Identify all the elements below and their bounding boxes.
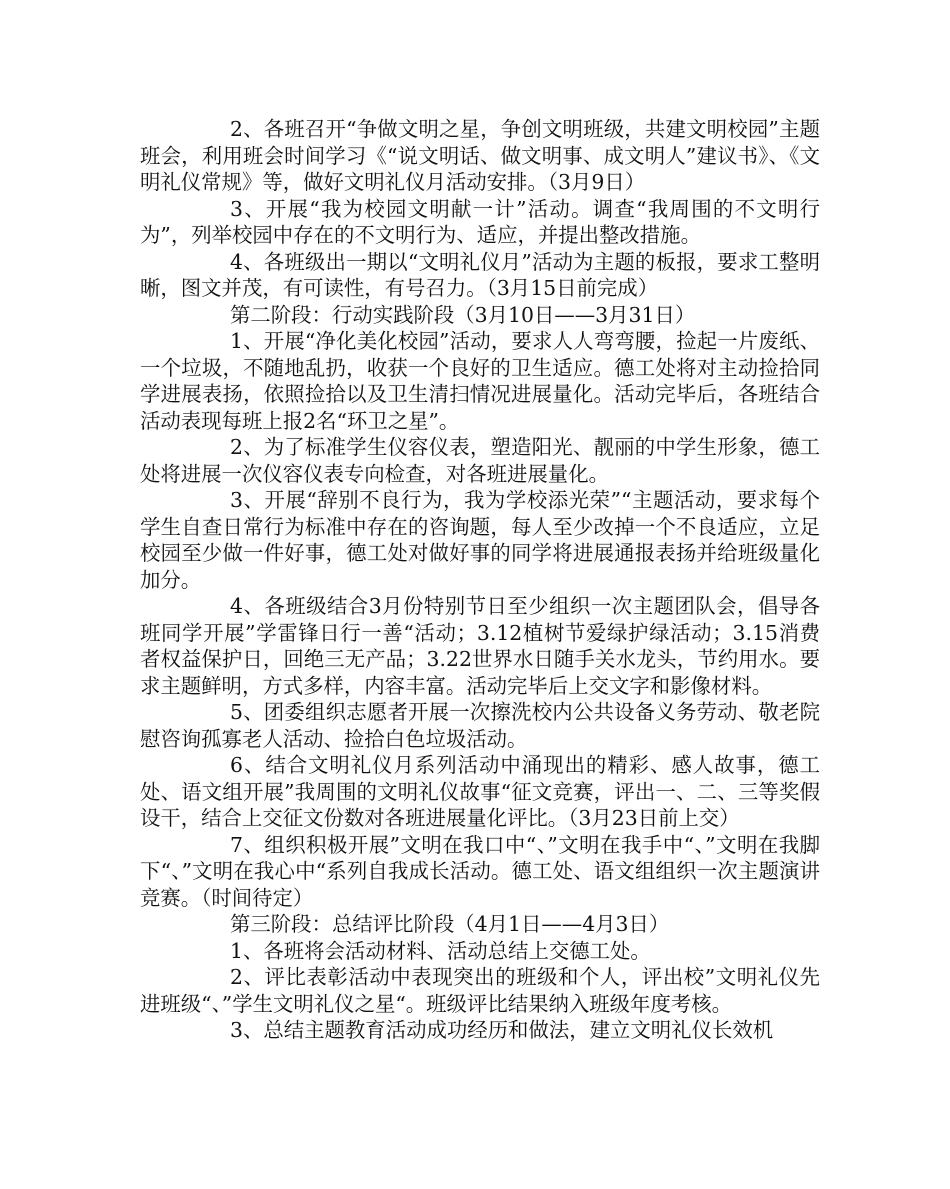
paragraph-volunteers: 5、团委组织志愿者开展一次擦洗校内公共设备义务劳动、敬老院慰咨询孤寡老人活动、捡拾白色垃圾活动。 bbox=[140, 700, 820, 751]
paragraph-team-meeting: 4、各班级结合3月份特别节日至少组织一次主题团队会，倡导各班同学开展”学雷锋日行一善“活动；3.12植树节爱绿护绿活动；3.15消费者权益保护日，回绝三无产品；3.22世界水日随手关水龙头，节约用水。要求主题鲜明，方式多样，内容丰富。活动完毕后上交文字和影像材料。 bbox=[140, 594, 820, 698]
stage-three-heading: 第三阶段：总结评比阶段（4月1日——4月3日） bbox=[230, 912, 670, 936]
paragraph-campus-suggestion: 3、开展“我为校园文明献一计”活动。调查“我周围的不文明行为”，列举校园中存在的不文明行为、适应，并提出整改措施。 bbox=[140, 196, 820, 247]
stage-two-heading: 第二阶段：行动实践阶段（3月10日——3月31日） bbox=[230, 302, 696, 327]
paragraph-appearance-check: 2、为了标准学生仪容仪表，塑造阳光、靓丽的中学生形象，德工处将进展一次仪容仪表专向检查，对各班进展量化。 bbox=[140, 435, 820, 486]
document-page bbox=[140, 116, 820, 1044]
paragraph-awards: 2、评比表彰活动中表现突出的班级和个人，评出校”文明礼仪先进班级“、”学生文明礼仪之星“。班级评比结果纳入班级年度考核。 bbox=[140, 965, 820, 1016]
paragraph-speech-contest: 7、组织积极开展”文明在我口中“、”文明在我手中“、”文明在我脚下“、”文明在我心中“系列自我成长活动。德工处、语文组组织一次主题演讲竞赛。（时间待定） bbox=[140, 832, 820, 910]
paragraph-essay-contest: 6、结合文明礼仪月系列活动中涌现出的精彩、感人故事，德工处、语文组开展”我周围的文明礼仪故事“征文竞赛，评出一、二、三等奖假设干，结合上交征文份数对各班进展量化评比。（3月23日前上交） bbox=[140, 753, 820, 830]
paragraph-submit-materials: 1、各班将会活动材料、活动总结上交德工处。 bbox=[230, 938, 651, 963]
paragraph-class-meeting: 2、各班召开“争做文明之星，争创文明班级，共建文明校园”主题班会，利用班会时间学习《“说文明话、做文明事、成文明人”建议书》、《文明礼仪常规》等，做好文明礼仪月活动安排。（3月9日） bbox=[140, 117, 820, 194]
paragraph-summary: 3、总结主题教育活动成功经历和做法，建立文明礼仪长效机 bbox=[230, 1018, 774, 1042]
paragraph-blackboard: 4、各班级出一期以“文明礼仪月”活动为主题的板报，要求工整明晰，图文并茂，有可读性，有号召力。（3月15日前完成） bbox=[140, 249, 820, 300]
paragraph-clean-campus: 1、开展“净化美化校园”活动，要求人人弯弯腰，捡起一片废纸、一个垃圾，不随地乱扔，收获一个良好的卫生适应。德工处将对主动捡拾同学进展表扬，依照捡拾以及卫生清扫情况进展量化。活动完毕后，各班结合活动表现每班上报2名“环卫之星”。 bbox=[140, 329, 820, 433]
paragraph-bad-habits: 3、开展“辞别不良行为，我为学校添光荣”“主题活动，要求每个学生自查日常行为标准中存在的咨询题，每人至少改掉一个不良适应，立足校园至少做一件好事，德工处对做好事的同学将进展通报表扬并给班级量化加分。 bbox=[140, 488, 820, 592]
